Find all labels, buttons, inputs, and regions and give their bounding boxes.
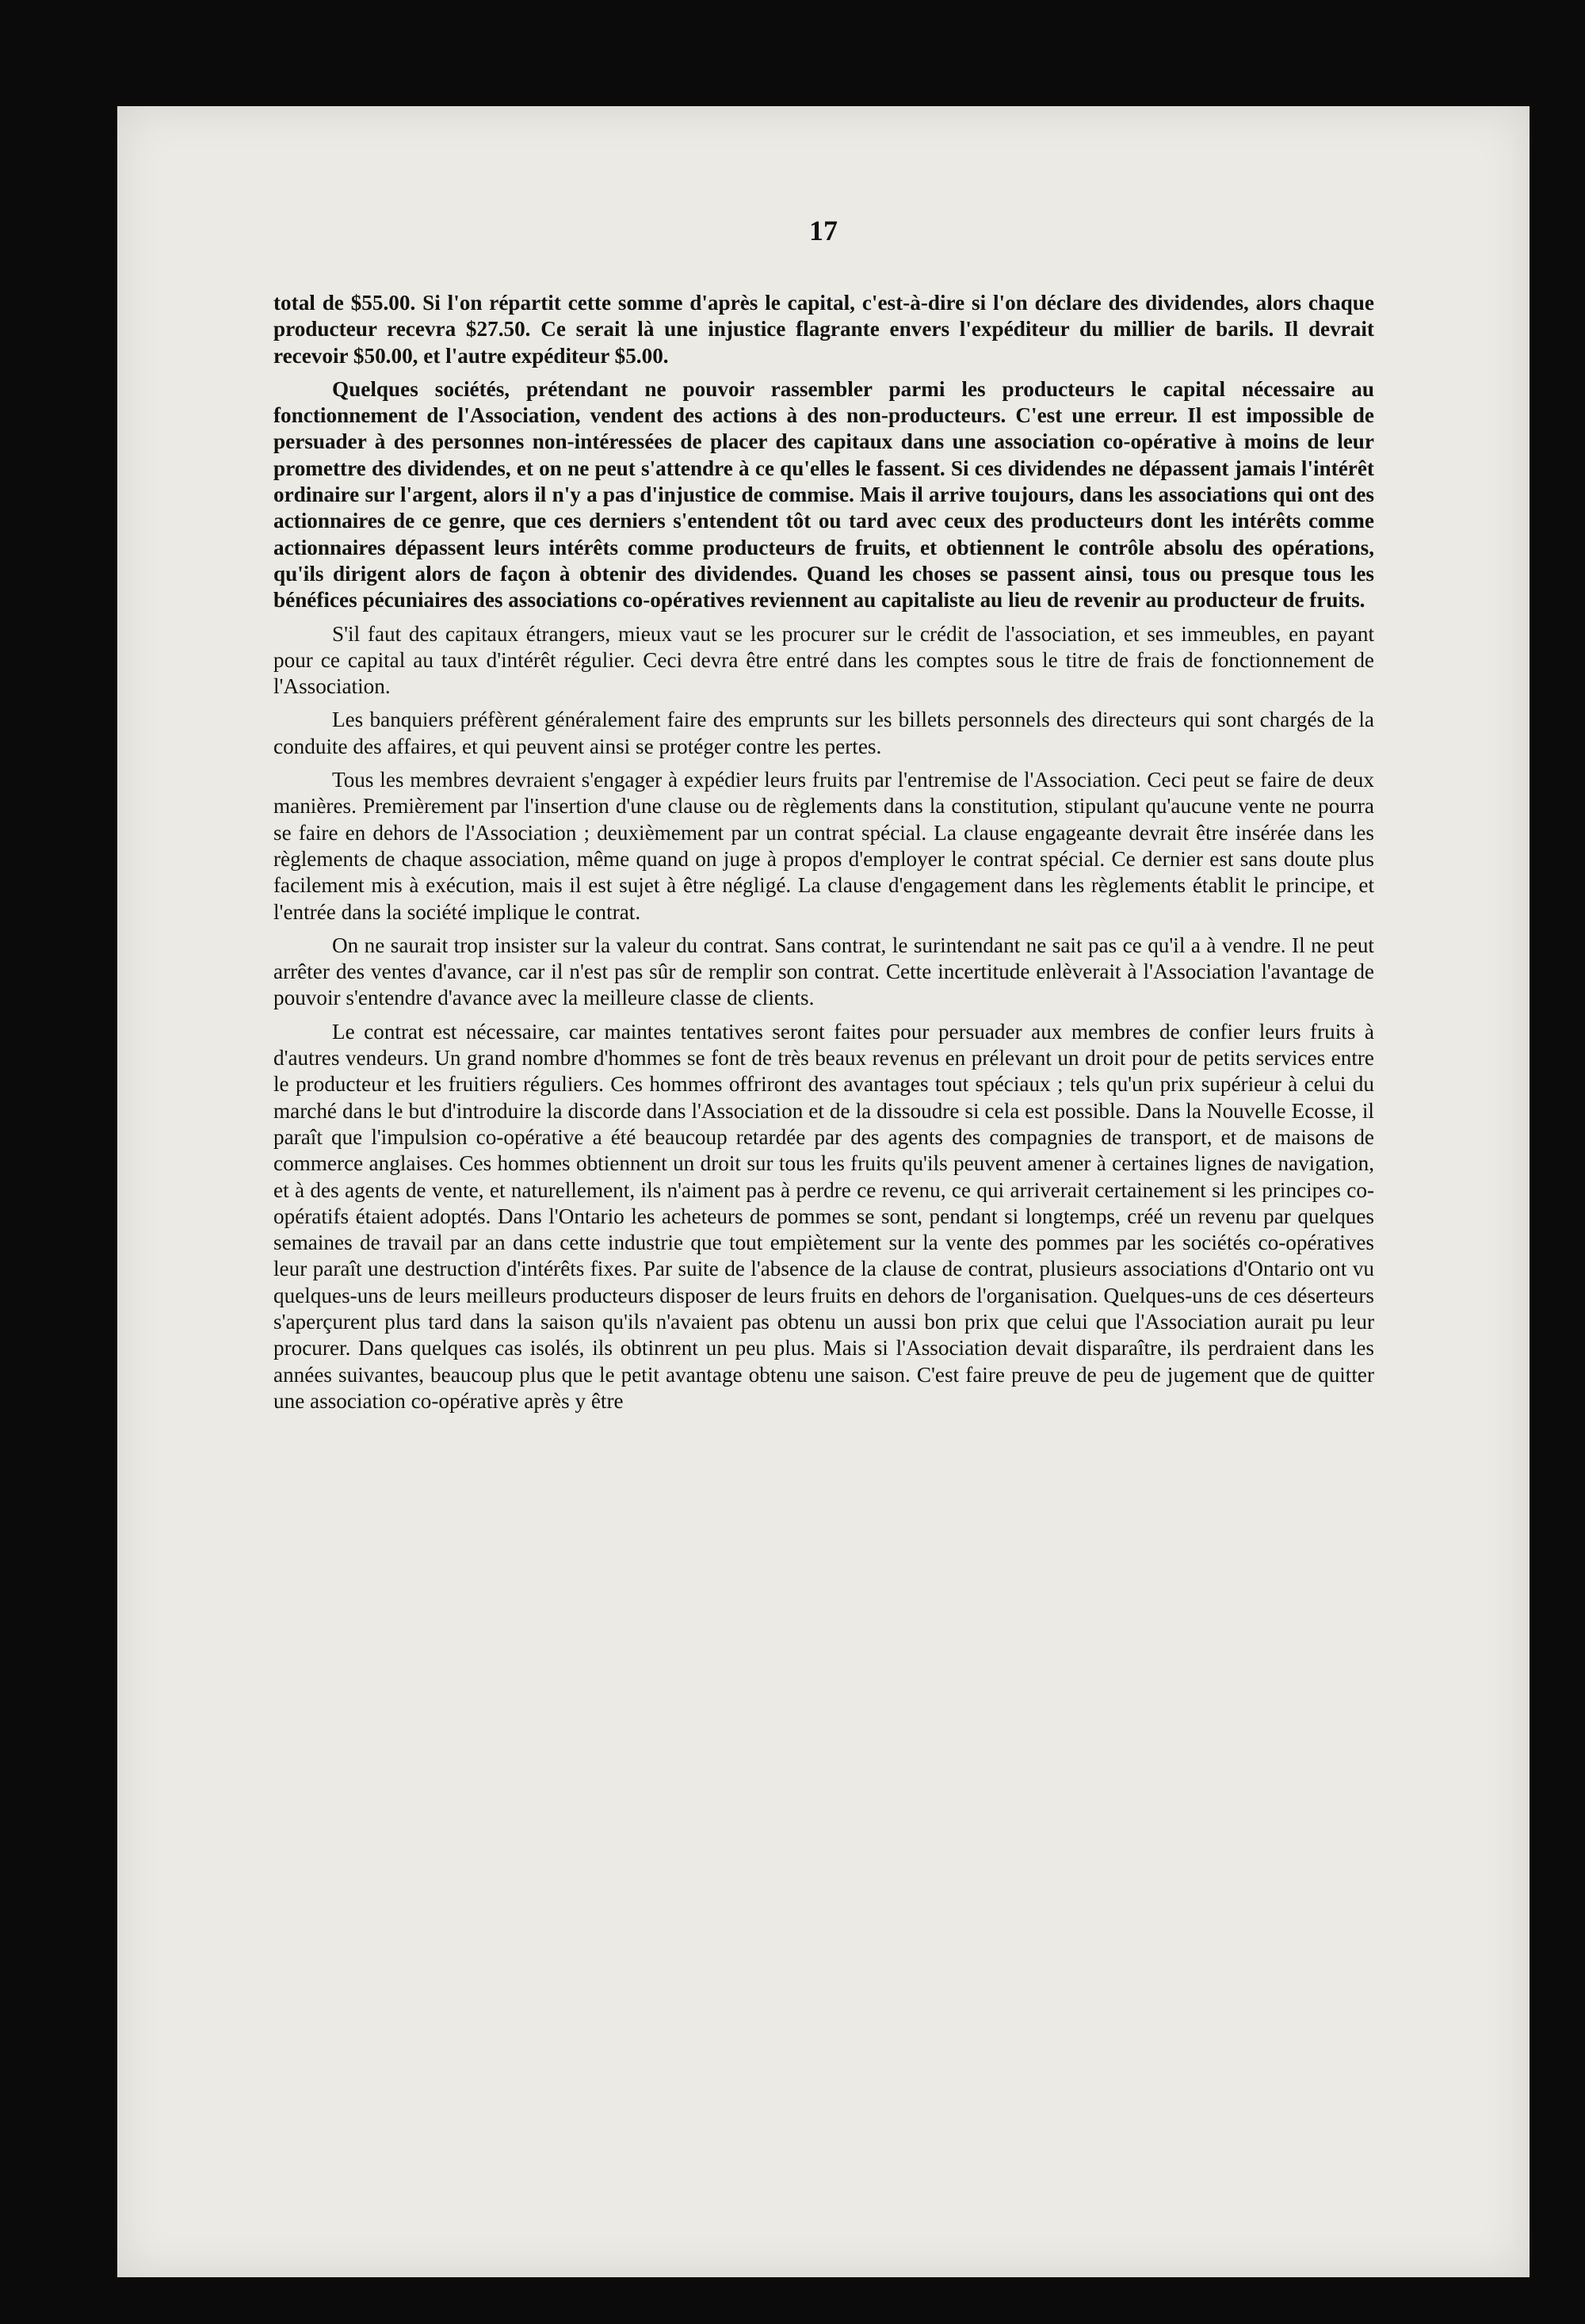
paragraph-3: S'il faut des capitaux étrangers, mieux vaut se les procurer sur le crédit de l'association, et ses immeubles, en payant pour ce capital au taux d'intérêt régulier. Ceci devra être entré dans les comptes sous le titre de frais de fonctionnement de l'Association.: [273, 621, 1374, 699]
paragraph-4: Les banquiers préfèrent généralement faire des emprunts sur les billets personnels des directeurs qui sont chargés de la conduite des affaires, et qui peuvent ainsi se protéger contre les pertes.: [273, 708, 1374, 758]
body-text: [273, 290, 1374, 1414]
page-number: 17: [809, 215, 838, 246]
paragraph-6: On ne saurait trop insister sur la valeur du contrat. Sans contrat, le surintendant ne sait pas ce qu'il a à vendre. Il ne peut arrêter des ventes d'avance, car il n'est pas sûr de remplir son contrat. Cette incertitude enlèverait à l'Association l'avantage de pouvoir s'entendre d'avance avec la meilleure classe de clients.: [273, 933, 1374, 1010]
paragraph-7: Le contrat est nécessaire, car maintes tentatives seront faites pour persuader aux membres de confier leurs fruits à d'autres vendeurs. Un grand nombre d'hommes se font de très beaux revenus en prélevant un droit pour de petits services entre le producteur et les fruitiers réguliers. Ces hommes offriront des avantages tout spéciaux ; tels qu'un prix supérieur à celui du marché dans le but d'introduire la discorde dans l'Association et de la dissoudre si cela est possible. Dans la Nouvelle Ecosse, il paraît que l'impulsion co-opérative a été beaucoup retardée par des agents des compagnies de transport, et de maisons de commerce anglaises. Ces hommes obtiennent un droit sur tous les fruits qu'ils peuvent amener à certaines lignes de navigation, et à des agents de vente, et naturellement, ils n'aiment pas à perdre ce revenu, ce qui arriverait certainement si les principes co-opératifs étaient adoptés. Dans l'Ontario les acheteurs de pommes se sont, pendant si longtemps, créé un revenu par quelques semaines de travail par an dans cette industrie que tout empiètement sur la vente des pommes par les sociétés co-opératives leur paraît une destruction d'intérêts fixes. Par suite de l'absence de la clause de contrat, plusieurs associations d'Ontario ont vu quelques-uns de leurs meilleurs producteurs disposer de leurs fruits en dehors de l'organisation. Quelques-uns de ces déserteurs s'aperçurent plus tard dans la saison qu'ils n'avaient pas obtenu un aussi bon prix que celui que l'Association aurait pu leur procurer. Dans quelques cas isolés, ils obtinrent un peu plus. Mais si l'Association devait disparaître, ils perdraient dans les années suivantes, beaucoup plus que le petit avantage obtenu une saison. C'est faire preuve de peu de jugement que de quitter une association co-opérative après y être: [273, 1019, 1374, 1413]
paragraph-5: Tous les membres devraient s'engager à expédier leurs fruits par l'entremise de l'Association. Ceci peut se faire de deux manières. Premièrement par l'insertion d'une clause ou de règlements dans la constitution, stipulant qu'aucune vente ne pourra se faire en dehors de l'Association ; deuxièmement par un contrat spécial. La clause engageante devrait être insérée dans les règlements de chaque association, même quand on juge à propos d'employer le contrat spécial. Ce dernier est sans doute plus facilement mis à exécution, mais il est sujet à être négligé. La clause d'engagement dans les règlements établit le principe, et l'entrée dans la société implique le contrat.: [273, 768, 1374, 924]
scanned-page: [117, 106, 1530, 2277]
paragraph-1: total de $55.00. Si l'on répartit cette somme d'après le capital, c'est-à-dire si l'on déclare des dividendes, alors chaque producteur recevra $27.50. Ce serait là une injustice flagrante envers l'expéditeur du millier de barils. Il devrait recevoir $50.00, et l'autre expéditeur $5.00.: [273, 291, 1374, 368]
paragraph-2: Quelques sociétés, prétendant ne pouvoir rassembler parmi les producteurs le capital nécessaire au fonctionnement de l'Association, vendent des actions à des non-producteurs. C'est une erreur. Il est impossible de persuader à des personnes non-intéressées de placer des capitaux dans une association co-opérative à moins de leur promettre des dividendes, et on ne peut s'attendre à ce qu'elles le fassent. Si ces dividendes ne dépassent jamais l'intérêt ordinaire sur l'argent, alors il n'y a pas d'injustice de commise. Mais il arrive toujours, dans les associations qui ont des actionnaires de ce genre, que ces derniers s'entendent tôt ou tard avec ceux des producteurs dont les intérêts comme actionnaires dépassent leurs intérêts comme producteurs de fruits, et obtiennent le contrôle absolu des opérations, qu'ils dirigent alors de façon à obtenir des dividendes. Quand les choses se passent ainsi, tous ou presque tous les bénéfices pécuniaires des associations co-opératives reviennent au capitaliste au lieu de revenir au producteur de fruits.: [273, 376, 1374, 612]
